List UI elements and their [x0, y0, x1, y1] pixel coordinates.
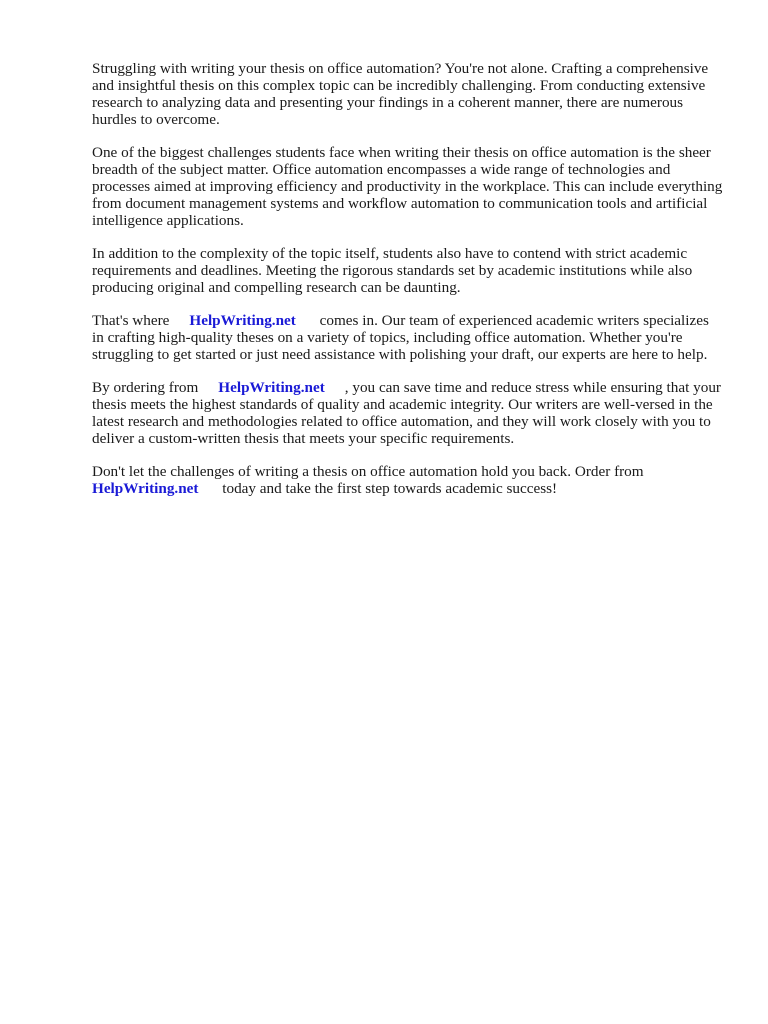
- paragraph-text: In addition to the complexity of the topic itself, students also have to contend with strict academic requirements and deadlines. Meeting the rigorous standards set by academic institutions while also producing original and compelling research can be daunting.: [92, 245, 693, 296]
- paragraph-complexity: [92, 245, 724, 296]
- helpwriting-link[interactable]: HelpWriting.net: [218, 379, 325, 396]
- paragraph-text-after-link: comes in. Our team of experienced academic writers specializes in crafting high-quality theses on a variety of topics, including office automation. Whether you're struggling to get started or just need assistance with polishing your draft, our experts are here to help.: [92, 312, 709, 363]
- paragraph-text-before-link: That's where: [92, 312, 170, 329]
- paragraph-thats-where: [92, 312, 724, 363]
- helpwriting-link[interactable]: HelpWriting.net: [92, 480, 199, 497]
- paragraph-text-before-link: Don't let the challenges of writing a thesis on office automation hold you back. Order from: [92, 463, 644, 480]
- paragraph-text-after-link: today and take the first step towards academic success!: [222, 480, 558, 497]
- paragraph-call-to-action: [92, 463, 724, 497]
- paragraph-text: One of the biggest challenges students face when writing their thesis on office automation is the sheer breadth of the subject matter. Office automation encompasses a wide range of technologies and processes aimed at improving efficiency and productivity in the workplace. This can include everything from document management systems and workflow automation to communication tools and artificial intelligence applications.: [92, 144, 723, 229]
- paragraph-text-after-link: , you can save time and reduce stress while ensuring that your thesis meets the highest standards of quality and academic integrity. Our writers are well-versed in the latest research and methodologies related to office automation, and they will work closely with you to deliver a custom-written thesis that meets your specific requirements.: [92, 379, 721, 447]
- paragraph-intro: [92, 60, 724, 128]
- paragraph-text-before-link: By ordering from: [92, 379, 199, 396]
- helpwriting-link[interactable]: HelpWriting.net: [189, 312, 296, 329]
- paragraph-challenges: [92, 144, 724, 229]
- paragraph-by-ordering: [92, 379, 724, 447]
- document-body: [92, 60, 724, 513]
- paragraph-text: Struggling with writing your thesis on office automation? You're not alone. Crafting a comprehensive and insightful thesis on this complex topic can be incredibly challenging. From conducting extensive research to analyzing data and presenting your findings in a coherent manner, there are numerous hurdles to overcome.: [92, 60, 709, 128]
